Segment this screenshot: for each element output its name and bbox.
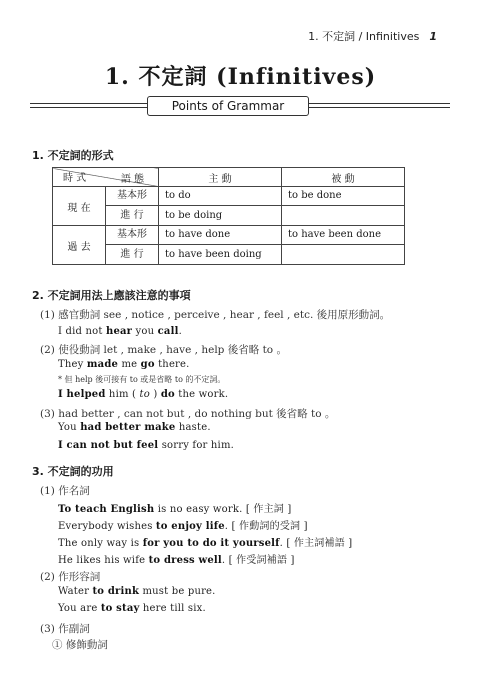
- example-sentence: To teach English is no easy work. [ 作主詞 ]: [58, 504, 292, 515]
- example-sentence: You had better make haste.: [58, 422, 211, 433]
- form-basic: 基本形: [106, 187, 158, 206]
- tense-cell: [53, 187, 159, 226]
- example-sentence: Everybody wishes to enjoy life. [ 作動詞的受詞 ]: [58, 521, 308, 532]
- cell-passive: to have been done: [282, 226, 404, 245]
- cell-active: to do: [159, 187, 281, 206]
- form-progressive: 進 行: [120, 249, 144, 260]
- chapter-title: 1. 不定詞 (Infinitives): [104, 64, 377, 90]
- section1-title: 1. 不定詞的形式: [32, 149, 114, 162]
- table-corner-cell: [53, 168, 159, 187]
- cell-active: to be doing: [165, 210, 223, 221]
- running-header: [308, 28, 437, 44]
- page-number: 1: [429, 30, 437, 43]
- table-row: [53, 187, 405, 226]
- example-sentence: The only way is for you to do it yourself. [ 作主詞補語 ]: [58, 538, 353, 549]
- cell-passive: [282, 245, 404, 264]
- example-sentence: He likes his wife to dress well. [ 作受詞補語 ]: [58, 555, 295, 566]
- cell-active: to have been doing: [165, 249, 262, 260]
- corner-voice-label: 語 態: [120, 174, 144, 185]
- table-header-row: [53, 168, 405, 187]
- col-active-header: 主 動: [159, 168, 282, 187]
- tense-past: 過 去: [53, 226, 106, 264]
- table-row: [53, 226, 405, 265]
- grammar-band-label: Points of Grammar: [147, 96, 309, 116]
- col-passive-header: 被 動: [282, 168, 405, 187]
- example-sentence: Water to drink must be pure.: [58, 586, 216, 597]
- chapter-header: 1. 不定詞 / Infinitives: [308, 30, 420, 43]
- usage-subitem: ① 修飾動詞: [52, 639, 108, 651]
- example-sentence: They made me go there.: [58, 359, 190, 370]
- section2-title: 2. 不定詞用法上應該注意的事項: [32, 289, 191, 302]
- example-sentence: I can not but feel sorry for him.: [58, 440, 235, 451]
- infinitive-forms-table: [52, 167, 405, 265]
- usage-item: (1) 作名詞: [40, 485, 90, 497]
- form-basic: 基本形: [106, 226, 158, 245]
- form-progressive: 進 行: [120, 210, 144, 221]
- usage-item: (2) 作形容詞: [40, 571, 101, 583]
- corner-tense-label: 時 式: [63, 173, 87, 184]
- tense-present: 現 在: [53, 187, 106, 225]
- example-sentence: You are to stay here till six.: [58, 603, 206, 614]
- usage-item: (3) 作副詞: [40, 623, 90, 635]
- cell-active: to have done: [159, 226, 281, 245]
- section3-title: 3. 不定詞的功用: [32, 465, 114, 478]
- cell-passive: to be done: [282, 187, 404, 206]
- usage-note: * 但 help 後可接有 to 或是省略 to 的不定詞。: [58, 375, 226, 384]
- tense-cell: [53, 226, 159, 265]
- example-sentence: I did not hear you call.: [58, 326, 182, 337]
- rule-item: (1) 感官動詞 see , notice , perceive , hear , feel , etc. 後用原形動詞。: [40, 309, 391, 321]
- rule-item: (3) had better , can not but , do nothing but 後省略 to 。: [40, 408, 336, 420]
- example-sentence: I helped him ( to ) do the work.: [58, 389, 229, 400]
- cell-passive: [282, 206, 404, 225]
- rule-item: (2) 使役動詞 let , make , have , help 後省略 to 。: [40, 344, 287, 356]
